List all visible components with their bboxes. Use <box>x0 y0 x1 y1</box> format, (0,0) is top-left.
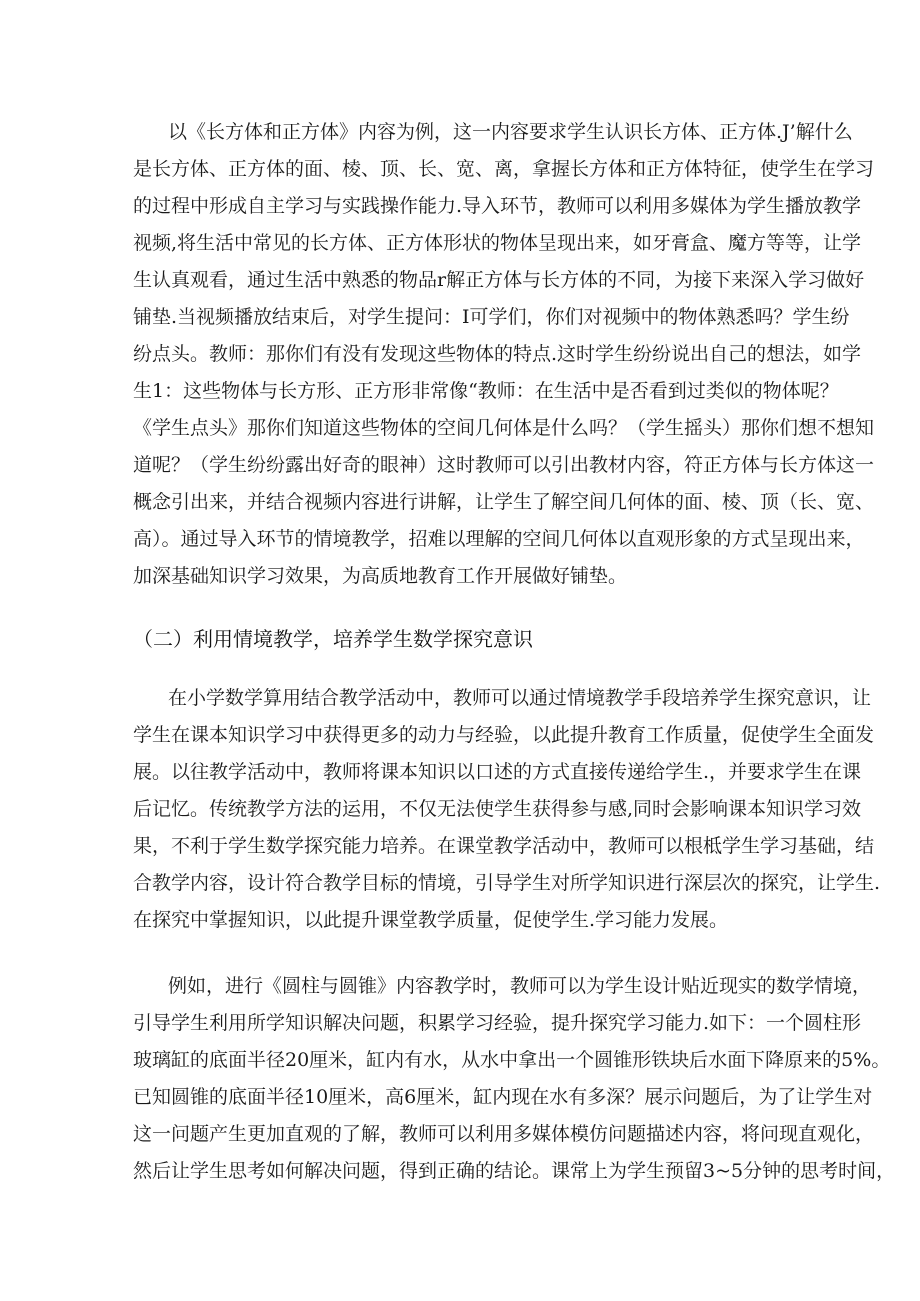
paragraph-line: 概念引出来，并结合视频内容进行讲解，让学生了解空间几何体的面、棱、顶（长、宽、 <box>133 491 875 513</box>
paragraph-line: 生1：这些物体与长方形、正方形非常像“教师：在生活中是否看到过类似的物体呢？ <box>133 380 839 402</box>
paragraph-line: 学生在课本知识学习中获得更多的动力与经验，以此提升教育工作质量，促使学生全面发 <box>133 724 875 746</box>
paragraph-line: 以《长方体和正方体》内容为例，这一内容要求学生认识长方体、正方体.J’解什么 <box>168 121 853 143</box>
paragraph-line: 在小学数学算用结合教学活动中，教师可以通过情境教学手段培养学生探究意识，让 <box>168 687 872 709</box>
paragraph-line: 加深基础知识学习效果，为高质地教育工作开展做好铺垫。 <box>133 565 628 587</box>
paragraph-line: 玻璃缸的底面半径20厘米，缸内有水，从水中拿出一个圆锥形铁块后水面下降原来的5%。 <box>133 1049 891 1071</box>
paragraph-line: 是长方体、正方体的面、棱、顶、长、宽、离，拿握长方体和正方体特征，使学生在学习 <box>133 158 875 180</box>
paragraph-line: 铺垫.当视频播放结束后，对学生提问：I可学们，你们对视频中的物体熟悉吗？学生纷 <box>133 306 850 328</box>
paragraph-line: 后记忆。传统教学方法的运用，不仅无法使学生获得参与感,同时会影响课本知识学习效 <box>133 798 862 820</box>
paragraph-line: 视频,将生活中常见的长方体、正方体形状的物体呈现出来，如牙膏盒、魔方等等，让学 <box>133 232 862 254</box>
paragraph-line: 高）。通过导入环节的情境教学，招难以理解的空间几何体以直观形象的方式呈现出来， <box>133 528 865 550</box>
paragraph-line: 的过程中形成自主学习与实践操作能力.导入环节，教师可以利用多媒体为学生播放教学 <box>133 195 862 217</box>
paragraph-line: 引导学生利用所学知识解决问题，积累学习经验，提升探究学习能力.如下：一个圆柱形 <box>133 1012 862 1034</box>
paragraph-line: 例如，进行《圆柱与圆锥》内容教学时，教师可以为学生设计贴近现实的数学情境， <box>168 975 872 997</box>
paragraph-line: 这一问题产生更加直观的了解，教师可以利用多媒体模仿问题描述内容，将问现直观化， <box>133 1123 875 1145</box>
paragraph-line: 道呢？（学生纷纷露出好奇的眼神）这时教师可以引出教材内容，符正方体与长方体这一 <box>133 454 875 476</box>
paragraph-line: 在探究中掌握知识，以此提升课堂教学质量，促使学生.学习能力发展。 <box>133 909 729 931</box>
paragraph-line: 然后让学生思考如何解决问题，得到正确的结论。课常上为学生预留3~5分钟的思考时间， <box>133 1160 896 1182</box>
paragraph-line: 已知圆锥的底面半径10厘米，高6厘米，缸内现在水有多深？展示问题后，为了让学生对 <box>133 1086 873 1108</box>
paragraph-line: 《学生点头》那你们知道这些物体的空间几何体是什么吗？（学生摇头）那你们想不想知 <box>133 417 875 439</box>
paragraph-line: 果，不利于学生数学探究能力培养。在课堂教学活动中，教师可以根柢学生学习基础，结 <box>133 835 875 857</box>
section-heading: （二）利用情境教学，培养学生数学探究意识 <box>133 627 533 651</box>
paragraph-line: 展。以往教学活动中，教师将课本知识以口述的方式直接传递给学生.，并要求学生在课 <box>133 761 862 783</box>
paragraph-line: 生认真观看，通过生活中熟悉的物品r解正方体与长方体的不同，为接下来深入学习做好 <box>133 269 865 291</box>
paragraph-line: 纷点头。教师：那你们有没有发现这些物体的特点.这时学生纷纷说出自己的想法，如学 <box>133 343 862 365</box>
paragraph-line: 合教学内容，设计符合教学目标的情境，引导学生对所学知识进行深层次的探究，让学生. <box>133 872 881 894</box>
